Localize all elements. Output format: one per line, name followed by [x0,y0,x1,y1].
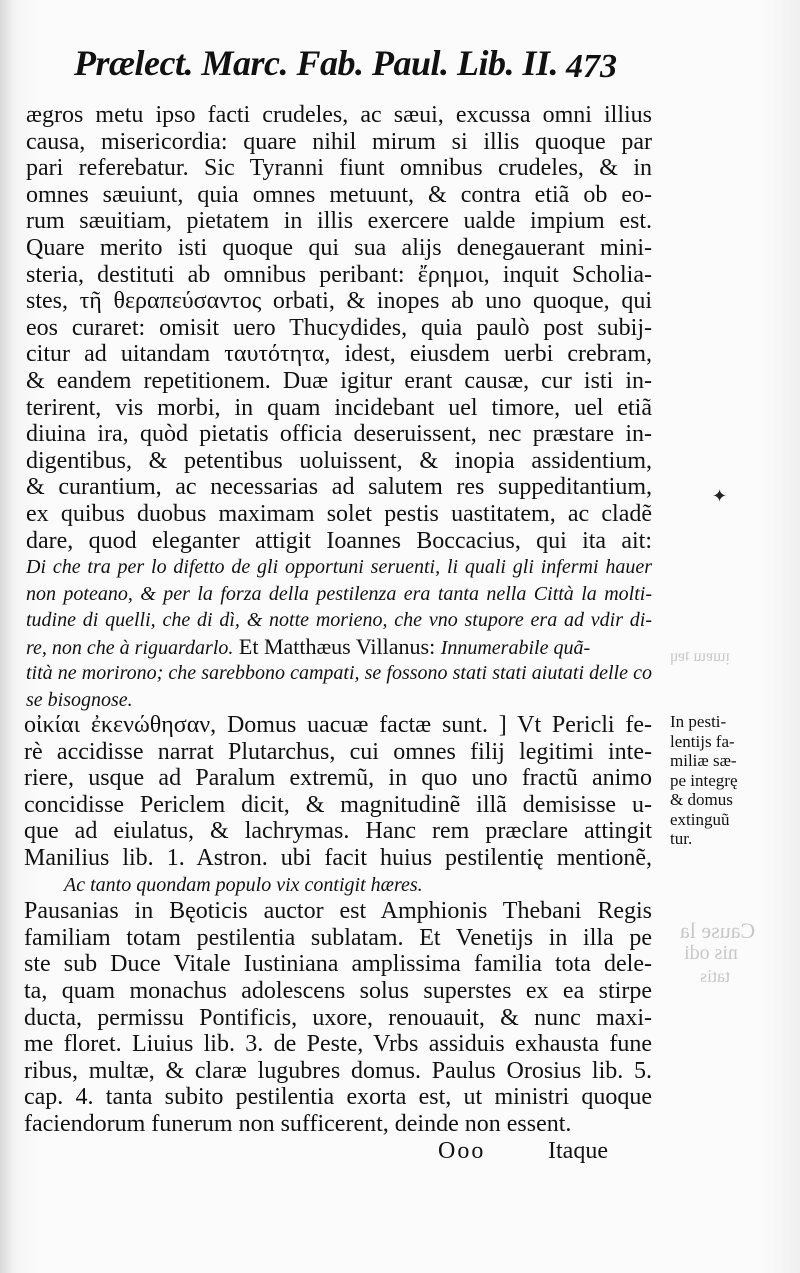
text-line: familiam totam pestilentia sublatam. Et Venetijs in illa pe [24,924,652,951]
italian-quote-line: tità ne morirono; che sarebbono campati, se fossono stati stati aiutati delle co [26,662,652,685]
italian-quote-line: non poteano, & per la forza della pestilenza era tanta nella Città la molti- [26,582,652,605]
text-line: causa, misericordia: quare nihil mirum si illis quoque par [26,128,652,155]
text-line: que ad eiulatus, & lachrymas. Hanc rem præclare attingit [24,818,652,845]
running-title: Prælect. Marc. Fab. Paul. Lib. II. [74,43,558,83]
text-line: Manilius lib. 1. Astron. ubi facit huius pestilentię mentionẽ, [24,844,652,871]
mixed-text-line [26,634,652,661]
text-line: & curantium, ac necessarias ad salutem res suppeditantium, [26,474,652,501]
text-line: cap. 4. tanta subito pestilentia exorta est, ut ministri quoque [24,1084,652,1111]
text-line: ægros metu ipso facti crudeles, ac sæui, excussa omni illius [26,102,652,128]
marginal-note-line: miliæ sæ- [670,751,737,770]
italian-quote-line: tudine di quelli, che di dì, & notte morieno, che vno stupore era ad vdir di- [26,609,652,632]
signature-mark: Ooo [438,1138,486,1164]
text-line: Quare merito isti quoque qui sua alijs denegauerant mini- [26,234,652,261]
text-line: terirent, vis morbi, in quam incidebant uel timore, uel etiã [26,394,652,421]
marginal-note [670,712,770,849]
text-line: ste sub Duce Vitale Iustiniana amplissima familia tota dele- [24,951,652,978]
bleed-through-text: Cause la [680,918,756,943]
italian-quote-line: se bisognose. [26,689,133,712]
text-line: ta, quam monachus adolescens solus superstes ex ea stirpe [24,977,652,1004]
villanus-quote-start: Innumerabile quã- [440,636,591,659]
marginal-note-line: In pesti- [670,712,727,731]
text-line: concidisse Periclem dicit, & magnitudinẽ illã demisisse u- [24,791,652,818]
text-line: digentibus, & petentibus uoluissent, & inopia assidentium, [26,447,652,474]
bleed-through-text: nis odi [684,942,738,964]
text-line: steria, destituti ab omnibus peribant: ἔρημοι, inquit Scholia- [26,261,652,288]
text-line: rum sæuitiam, pietatem in illis exercere ualde impium est. [26,208,652,235]
manilius-quote: Ac tanto quondam populo vix contigit hæres. [64,873,423,896]
ink-speck: ✦ [712,486,728,507]
page-number: 473 [566,48,617,85]
text-line: faciendorum funerum non sufficerent, deinde non essent. [24,1110,572,1137]
marginal-note-line: pe integrę [670,770,738,790]
text-line: stes, τῆ θεραπεύσαντος orbati, & inopes ab uno quoque, qui [26,288,652,315]
text-line: omnes sæuiunt, quia omnes metuunt, & contra etiã ob eo- [26,181,652,208]
main-text-block [26,102,652,714]
text-line: dare, quod eleganter attigit Ioannes Boccacius, qui ita ait: [26,527,652,554]
text-line: & eandem repetitionem. Duæ igitur erant causæ, cur isti in- [26,367,652,394]
text-line: me floret. Liuius lib. 3. de Peste, Vrbs assiduis exhausta fune [24,1031,652,1058]
text-line: eos curaret: omisit uero Thucydides, quia paulò post subij- [26,314,652,341]
marginal-note-line: & domus [670,790,733,809]
italian-quote-line: Di che tra per lo difetto de gli opportuni seruenti, li quali gli infermi hauer [26,556,652,579]
villanus-reference: Et Matthæus Villanus: [233,633,441,659]
marginal-note-line: lentijs fa- [670,731,735,751]
italian-fragment: re, non che à riguardarlo. [26,636,234,659]
marginal-note-line: extinguũ [670,809,730,829]
text-line: Pausanias in Bęoticis auctor est Amphionis Thebani Regis [24,898,652,925]
text-line: ribus, multæ, & claræ lugubres domus. Paulus Orosius lib. 5. [24,1057,652,1084]
catchword: Itaque [548,1138,608,1164]
text-line: pari referebatur. Sic Tyranni fiunt omnibus crudeles, & in [26,155,652,182]
bleed-through-text: ᴉɯɐɯ ʇɐɥ [670,648,730,665]
text-line: rè accidisse narrat Plutarchus, cui omnes filij legitimi inte- [24,738,652,765]
text-line: ducta, permissu Pontificis, uxore, renouauit, & nunc maxi- [24,1004,652,1031]
text-line: citur ad uitandam ταυτότητα, idest, eiusdem uerbi crebram, [26,341,652,368]
bleed-through-text: tatis [700,966,730,986]
text-line: riere, usque ad Paralum extremũ, in quo uno fractũ animo [24,765,652,792]
lemma-line: οἰκίαι ἐκενώθησαν, Domus uacuæ factæ sunt. ] Vt Pericli fe- [24,712,652,738]
marginal-note-line: tur. [670,829,693,848]
text-line: ex quibus duobus maximam solet pestis uastitatem, ac cladẽ [26,500,652,527]
commentary-block [24,712,652,1138]
text-line: diuina ira, quòd pietatis officia deseruissent, nec præstare in- [26,421,652,448]
